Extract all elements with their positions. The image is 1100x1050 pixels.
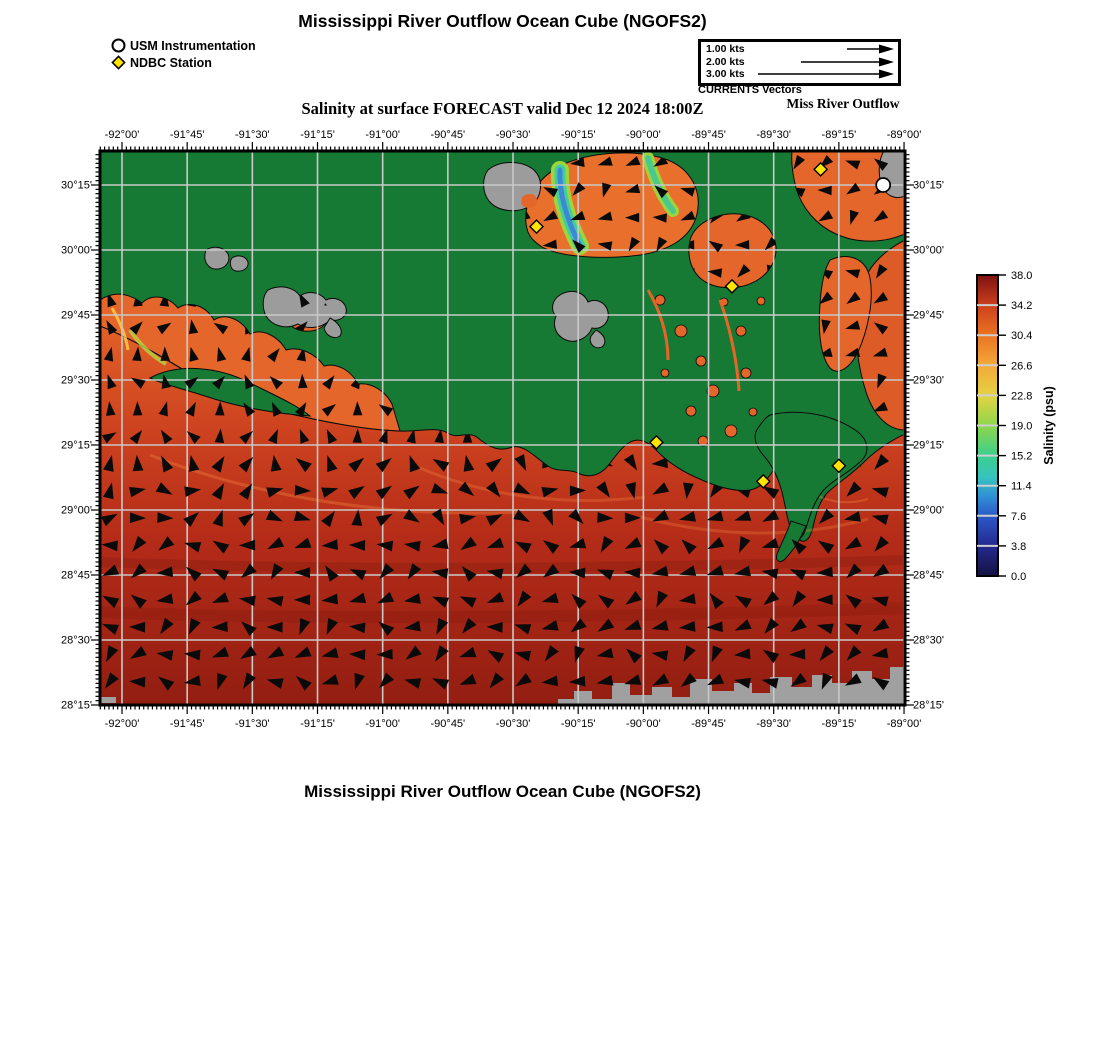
x-tick-label-bottom: -92°00' (104, 718, 140, 730)
vector-arrow-2 (758, 56, 894, 68)
colorbar-tick-label: 7.6 (1011, 510, 1027, 523)
figure-title-top: Mississippi River Outflow Ocean Cube (NGOFS2) (298, 11, 707, 31)
vector-arrow-3 (758, 68, 894, 80)
currents-vector-legend-box (698, 39, 901, 86)
x-tick-label-bottom: -91°45' (169, 718, 205, 730)
vector-row-1-label: 1.00 kts (706, 43, 745, 56)
colorbar-tick-label: 0.0 (1011, 571, 1027, 583)
colorbar-tick-label: 34.2 (1011, 300, 1033, 313)
vector-row-2-label: 2.00 kts (706, 55, 745, 68)
x-tick-label-top: -90°30' (495, 129, 531, 141)
x-tick-label-bottom: -89°15' (821, 718, 857, 730)
vector-arrow-1 (758, 43, 894, 55)
marker-legend (110, 37, 256, 71)
colorbar-tick-label: 30.4 (1011, 330, 1033, 343)
x-tick-label-bottom: -90°45' (430, 718, 466, 730)
x-tick-label-top: -89°30' (756, 129, 792, 141)
y-tick-label-right: 30°00' (913, 244, 944, 257)
x-tick-label-bottom: -91°00' (365, 718, 401, 730)
x-tick-label-top: -90°45' (430, 129, 466, 141)
x-tick-label-top: -92°00' (104, 129, 140, 141)
ndbc-legend-row (110, 54, 256, 71)
colorbar-tick-label: 22.8 (1011, 390, 1033, 403)
colorbar-tick-label: 3.8 (1011, 540, 1027, 553)
x-tick-label-bottom: -90°30' (495, 718, 531, 730)
x-tick-label-top: -89°15' (821, 129, 857, 141)
x-tick-label-bottom: -91°15' (300, 718, 335, 730)
x-tick-label-top: -89°45' (691, 129, 726, 141)
x-tick-label-bottom: -91°30' (235, 718, 270, 730)
ndbc-diamond-icon (110, 54, 127, 71)
ndbc-legend-label: NDBC Station (130, 55, 212, 70)
usm-instrumentation-marker (876, 178, 890, 192)
x-tick-label-bottom: -90°00' (626, 718, 661, 730)
vector-row-2 (706, 56, 894, 69)
y-tick-label-left: 28°15' (61, 699, 92, 712)
x-tick-label-bottom: -89°45' (691, 718, 726, 730)
x-tick-label-top: -90°15' (560, 129, 596, 141)
x-tick-label-top: -91°45' (169, 129, 205, 141)
y-tick-label-left: 28°45' (61, 569, 92, 582)
vector-row-3-label: 3.00 kts (706, 68, 745, 81)
y-tick-label-left: 29°00' (61, 504, 92, 517)
x-tick-label-top: -91°15' (300, 129, 335, 141)
y-tick-label-right: 29°30' (913, 374, 944, 387)
colorbar-tick-label: 15.2 (1011, 450, 1033, 463)
forecast-subtitle: Salinity at surface FORECAST valid Dec 12 2024 18:00Z (301, 99, 704, 118)
colorbar-tick-label: 26.6 (1011, 360, 1033, 373)
usm-legend-row (110, 37, 256, 54)
colorbar (977, 270, 1056, 583)
x-tick-label-bottom: -89°30' (756, 718, 792, 730)
x-tick-label-top: -89°00' (886, 129, 922, 141)
x-tick-label-bottom: -89°00' (886, 718, 922, 730)
colorbar-tick-label: 38.0 (1011, 270, 1033, 282)
usm-legend-label: USM Instrumentation (130, 38, 256, 53)
usm-circle-icon (110, 37, 127, 54)
colorbar-tick-label: 11.4 (1011, 480, 1032, 493)
y-tick-label-right: 28°30' (913, 634, 944, 647)
y-tick-label-left: 30°15' (61, 179, 92, 192)
y-tick-label-right: 30°15' (913, 179, 944, 192)
y-tick-label-right: 29°45' (913, 309, 944, 322)
y-tick-label-right: 29°15' (913, 439, 944, 452)
vector-legend-caption: CURRENTS Vectors (698, 84, 802, 96)
y-tick-label-left: 29°45' (61, 309, 92, 322)
y-tick-label-right: 28°45' (913, 569, 944, 582)
y-tick-label-right: 29°00' (913, 504, 944, 517)
x-tick-label-bottom: -90°15' (560, 718, 596, 730)
y-tick-label-left: 28°30' (61, 634, 92, 647)
x-tick-label-top: -90°00' (626, 129, 661, 141)
y-tick-label-left: 30°00' (61, 244, 92, 257)
colorbar-axis-label: Salinity (psu) (1042, 386, 1056, 465)
map-area (100, 151, 905, 705)
y-tick-label-left: 29°30' (61, 374, 92, 387)
region-label: Miss River Outflow (786, 96, 900, 111)
vector-row-3 (706, 68, 894, 81)
y-tick-label-right: 28°15' (913, 699, 944, 712)
colorbar-tick-label: 19.0 (1011, 420, 1033, 433)
x-tick-label-top: -91°30' (235, 129, 270, 141)
y-tick-label-left: 29°15' (61, 439, 92, 452)
x-tick-label-top: -91°00' (365, 129, 401, 141)
island-gray (230, 256, 248, 271)
figure-title-bottom: Mississippi River Outflow Ocean Cube (NGOFS2) (304, 782, 701, 801)
vector-row-1 (706, 43, 894, 56)
